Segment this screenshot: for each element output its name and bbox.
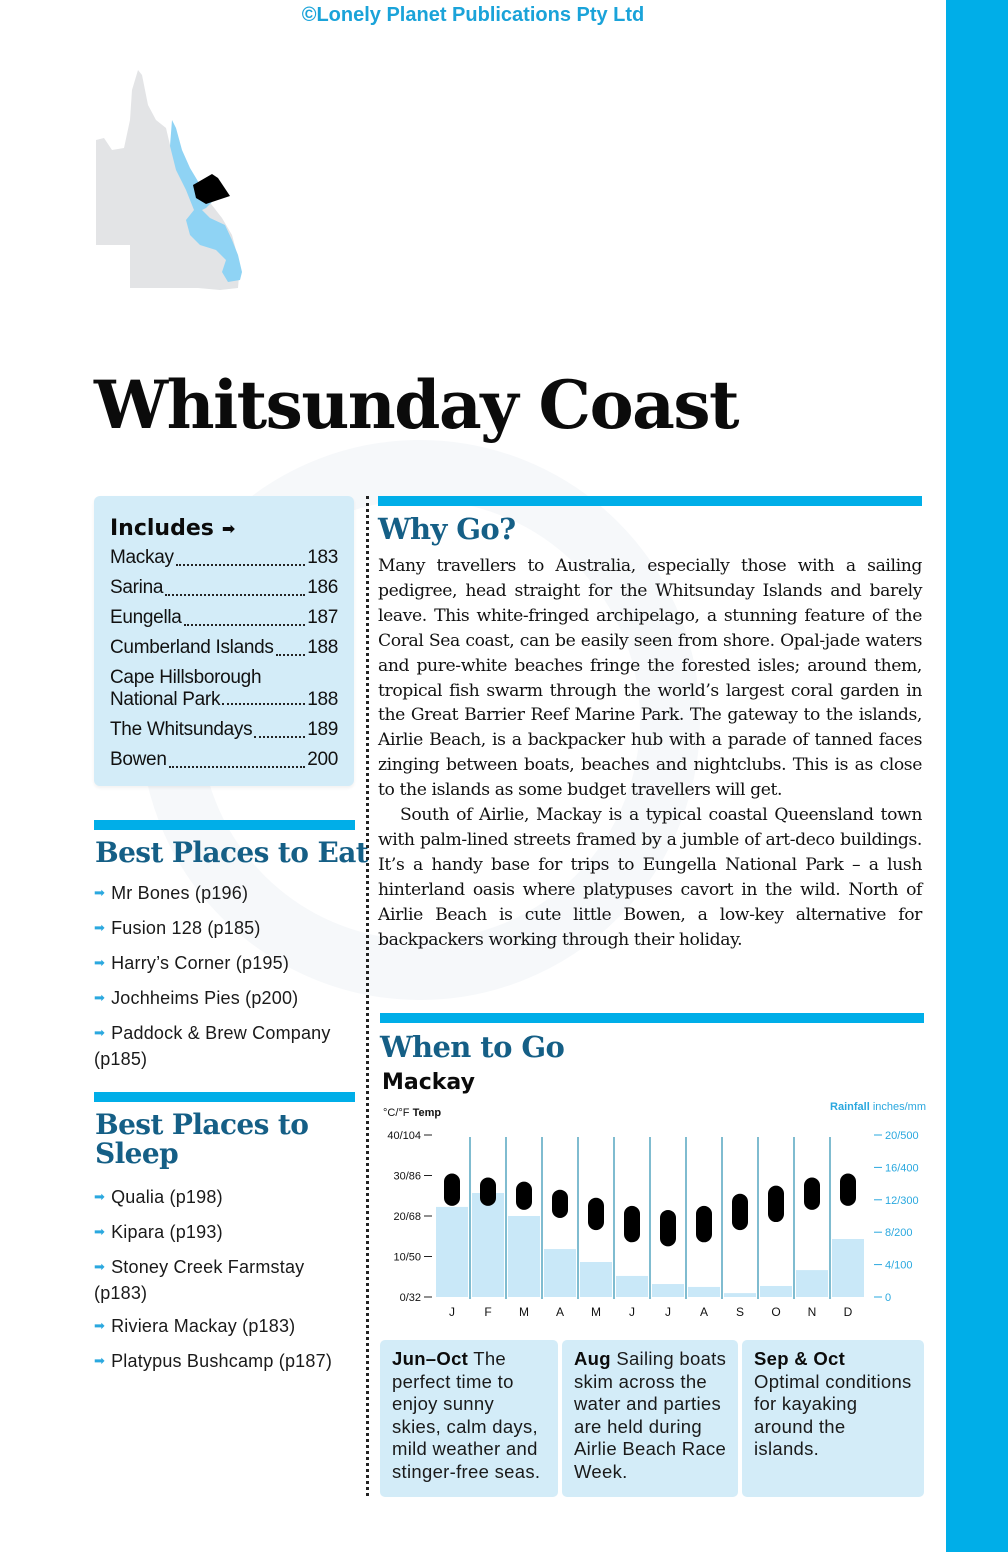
rain-axis-tick-label: 12/300	[885, 1194, 919, 1207]
includes-item-cumberland-islands[interactable]	[110, 633, 338, 663]
leader-dots	[276, 653, 306, 656]
includes-item-name: Cape Hillsborough	[110, 667, 262, 688]
rain-axis-label: Rainfall	[830, 1101, 870, 1113]
copyright-notice: ©Lonely Planet Publications Pty Ltd	[301, 4, 645, 26]
when-to-go-tips	[380, 1340, 924, 1497]
list-item-text: Kipara (p193)	[111, 1222, 223, 1242]
tip-period: Aug	[574, 1348, 611, 1369]
tip-period: Sep & Oct	[754, 1348, 846, 1369]
rain-axis-tick-label: 16/400	[885, 1162, 919, 1175]
month-label: A	[555, 1305, 565, 1319]
rain-axis-unit: inches/mm	[872, 1101, 926, 1113]
includes-item-name: Bowen	[110, 749, 167, 770]
arrow-right-icon: ➡	[94, 1224, 106, 1239]
includes-item-page: 189	[307, 719, 338, 740]
month-label: O	[771, 1305, 781, 1319]
rainfall-bar	[616, 1276, 648, 1297]
chapter-edge-strip	[946, 0, 1008, 1552]
list-item[interactable]	[94, 1314, 356, 1340]
leader-dots	[254, 735, 305, 738]
temp-axis-tick-label: 20/68	[393, 1211, 421, 1223]
temperature-range-marker	[732, 1194, 748, 1230]
month-label: M	[519, 1305, 529, 1319]
section-rule	[378, 496, 922, 506]
temperature-range-marker	[444, 1174, 460, 1206]
arrow-right-icon: ➡	[94, 885, 106, 900]
list-item[interactable]	[94, 1255, 356, 1305]
includes-item-eungella[interactable]	[110, 603, 338, 633]
includes-item-mackay[interactable]	[110, 543, 338, 573]
tip-period: Jun–Oct	[392, 1348, 469, 1369]
best-sleep-list	[94, 1185, 356, 1384]
temperature-range-marker	[840, 1174, 856, 1206]
month-label: D	[843, 1305, 853, 1319]
section-rule	[94, 820, 355, 830]
list-item[interactable]	[94, 1220, 356, 1246]
list-item[interactable]	[94, 881, 356, 907]
includes-item-name: Mackay	[110, 547, 174, 568]
rainfall-bar	[472, 1193, 504, 1297]
rain-axis-tick-label: 0	[885, 1292, 892, 1304]
rain-axis-tick-label: 4/100	[885, 1259, 913, 1272]
chart-city-title: Mackay	[382, 1070, 475, 1095]
leader-dots	[222, 702, 305, 705]
rainfall-bar	[652, 1284, 684, 1297]
list-item[interactable]	[94, 916, 356, 942]
best-eat-heading: Best Places to Eat	[95, 836, 369, 869]
includes-item-page: 188	[307, 689, 338, 710]
rainfall-bar	[508, 1216, 540, 1297]
temp-axis-tick-label: 40/104	[387, 1130, 421, 1142]
arrow-right-icon: ➡	[221, 519, 236, 538]
list-item[interactable]	[94, 1185, 356, 1211]
rain-axis-tick-label: 20/500	[885, 1130, 919, 1142]
list-item-text: Riviera Mackay (p183)	[111, 1316, 296, 1336]
leader-dots	[176, 563, 306, 566]
list-item[interactable]	[94, 1021, 356, 1071]
temperature-range-marker	[804, 1178, 820, 1210]
includes-item-name: Cumberland Islands	[110, 637, 274, 658]
tip-box-sep-oct	[742, 1340, 924, 1497]
month-label: J	[449, 1305, 455, 1319]
leader-dots	[165, 593, 305, 596]
temp-axis-unit: °C/°F	[383, 1107, 410, 1119]
month-label: A	[699, 1305, 709, 1319]
list-item[interactable]	[94, 951, 356, 977]
arrow-right-icon: ➡	[94, 990, 106, 1005]
includes-item-name: Sarina	[110, 577, 164, 598]
month-label: J	[629, 1305, 635, 1319]
includes-item-sarina[interactable]	[110, 573, 338, 603]
tip-box-jun-oct	[380, 1340, 558, 1497]
rainfall-bar	[832, 1239, 864, 1297]
temperature-range-marker	[624, 1206, 640, 1242]
arrow-right-icon: ➡	[94, 920, 106, 935]
list-item-text: Fusion 128 (p185)	[111, 918, 261, 938]
best-sleep-heading: Best Places to Sleep	[95, 1108, 309, 1171]
temperature-range-marker	[696, 1206, 712, 1242]
list-item-text: Jochheims Pies (p200)	[111, 988, 299, 1008]
month-label: N	[807, 1305, 817, 1319]
when-to-go-heading: When to Go	[380, 1030, 565, 1064]
temp-axis-tick-label: 30/86	[393, 1170, 421, 1183]
arrow-right-icon: ➡	[94, 1025, 106, 1040]
month-label: F	[484, 1305, 492, 1319]
arrow-right-icon: ➡	[94, 1318, 106, 1333]
temperature-range-marker	[660, 1210, 676, 1246]
arrow-right-icon: ➡	[94, 1189, 106, 1204]
temperature-range-marker	[768, 1186, 784, 1222]
includes-item-page: 183	[307, 547, 338, 568]
rainfall-bar	[760, 1286, 792, 1297]
temperature-range-marker	[588, 1198, 604, 1230]
includes-box	[94, 496, 354, 786]
list-item-text: Platypus Bushcamp (p187)	[111, 1351, 333, 1371]
rain-axis-tick-label: 8/200	[885, 1227, 913, 1240]
why-go-paragraph: Many travellers to Australia, especially those with a sailing pedigree, head straight for the Whitsunday Islands and barely leave. This white-fringed archipelago, a stunning feature of the Coral Sea coast, can be easily seen from shore. Opal-jade waters and pure-white beaches fringe the forested isles; around them, tropical fish swarm through the world’s largest coral garden in the Great Barrier Reef Marine Park. The gateway to the islands, Airlie Beach, is a backpacker hub with a parade of tanned faces zinging between boats, beaches and nightclubs. This is as close to the islands as some budget travellers will get.	[378, 556, 922, 801]
leader-dots	[169, 765, 306, 768]
list-item-text: Paddock & Brew Company (p185)	[94, 1023, 331, 1069]
tip-text: Sailing boats skim across the water and parties are held during Airlie Beach Race Week.	[574, 1348, 727, 1482]
rainfall-bar	[436, 1207, 468, 1297]
tip-box-aug	[562, 1340, 738, 1497]
page-title: Whitsunday Coast	[94, 366, 738, 444]
rainfall-bar	[544, 1249, 576, 1297]
includes-item-bowen[interactable]	[110, 745, 338, 775]
map-highlight-region	[193, 174, 230, 204]
tip-text: Optimal conditions for kayaking around the islands.	[754, 1370, 912, 1460]
list-item-text: Mr Bones (p196)	[111, 883, 249, 903]
section-rule	[94, 1092, 355, 1102]
temperature-range-marker	[516, 1182, 532, 1210]
column-divider	[366, 496, 369, 1496]
best-eat-list	[94, 881, 356, 1080]
temperature-range-marker	[480, 1178, 496, 1206]
temperature-range-marker	[552, 1190, 568, 1218]
why-go-body	[378, 554, 922, 953]
rain-axis-title	[830, 1101, 926, 1113]
temp-axis-label: Temp	[412, 1107, 442, 1119]
month-label: M	[591, 1305, 601, 1319]
rainfall-bar	[688, 1287, 720, 1297]
temp-axis-tick-label: 0/32	[399, 1292, 421, 1304]
includes-item-page: 200	[307, 749, 338, 770]
list-item-text: Harry’s Corner (p195)	[111, 953, 290, 973]
rainfall-bar	[724, 1293, 756, 1297]
tip-text: The perfect time to enjoy sunny skies, calm days, mild weather and stinger-free seas.	[392, 1348, 541, 1482]
includes-item-page: 187	[307, 607, 338, 628]
arrow-right-icon: ➡	[94, 1353, 106, 1368]
leader-dots	[184, 623, 306, 626]
temp-axis-tick-label: 10/50	[393, 1251, 421, 1264]
temp-axis-title	[383, 1107, 441, 1119]
includes-item-name: The Whitsundays	[110, 719, 253, 740]
why-go-paragraph: South of Airlie, Mackay is a typical coastal Queensland town with palm-lined streets framed by a jumble of art-deco buildings. It’s a handy base for trips to Eungella National Park – a lush hinterland oasis where platypuses cavort in the wild. North of Airlie Beach is cute little Bowen, a low-key alternative for backpackers working through their holiday.	[378, 805, 922, 950]
includes-heading	[110, 516, 338, 541]
rainfall-bar	[796, 1270, 828, 1297]
arrow-right-icon: ➡	[94, 955, 106, 970]
includes-item-page: 188	[307, 637, 338, 658]
includes-item-cape-hillsborough[interactable]	[110, 667, 338, 711]
list-item[interactable]	[94, 986, 356, 1012]
includes-item-page: 186	[307, 577, 338, 598]
includes-item-name-cont: National Park	[110, 689, 221, 710]
month-label: J	[665, 1305, 671, 1319]
includes-heading-label: Includes	[110, 516, 214, 541]
includes-item-the-whitsundays[interactable]	[110, 715, 338, 745]
why-go-heading: Why Go?	[378, 512, 516, 546]
arrow-right-icon: ➡	[94, 1259, 106, 1274]
section-rule	[380, 1013, 924, 1023]
rainfall-bar	[580, 1262, 612, 1297]
list-item[interactable]	[94, 1349, 356, 1375]
queensland-locator-map-icon	[90, 50, 280, 290]
list-item-text: Stoney Creek Farmstay (p183)	[94, 1257, 305, 1303]
month-label: S	[735, 1305, 745, 1319]
list-item-text: Qualia (p198)	[111, 1187, 223, 1207]
climate-chart	[376, 1125, 932, 1325]
includes-item-name: Eungella	[110, 607, 182, 628]
